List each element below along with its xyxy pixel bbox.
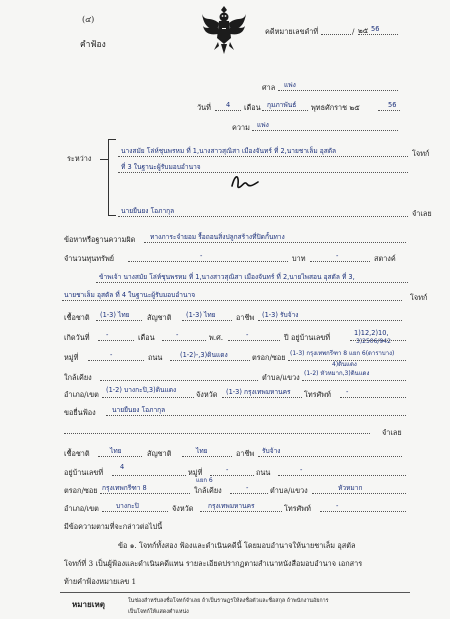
case-number-label: คดีหมายเลขดำที่	[265, 27, 319, 36]
defendant-near-label: ใกล้เคียง	[194, 486, 222, 495]
defendant-province-line	[200, 511, 282, 512]
born-year-line	[228, 340, 280, 341]
bracket-top	[108, 139, 116, 140]
defendant-house-number[interactable]: 4	[120, 463, 125, 471]
district-line	[102, 397, 194, 398]
defendant-race-label: เชื้อชาติ	[64, 449, 90, 458]
born-month[interactable]: -	[176, 331, 179, 339]
court-line	[278, 90, 398, 91]
subdistrict-line	[302, 380, 406, 381]
form-number: (๔)	[82, 15, 95, 24]
defendant-province[interactable]: กรุงเทพมหานคร	[208, 502, 255, 510]
case-number-line	[321, 34, 351, 35]
defendant-soi-line	[100, 493, 190, 494]
amount-line	[128, 261, 288, 262]
born-year[interactable]: -	[246, 331, 249, 339]
sue-line	[106, 415, 406, 416]
defendant-subdistrict-line	[312, 493, 406, 494]
defendant-nationality[interactable]: ไทย	[196, 447, 208, 455]
defendant-near[interactable]: -	[246, 484, 249, 492]
note-line-1: ในช่องสำหรับลงชื่อโจทก์จำเลย ถ้าเป็นราษฎรให้ลงชื่อตัวและชื่อสกุล ถ้าพนักงานอัยการ	[128, 598, 329, 604]
subdistrict-value[interactable]: (1-2) หัวหมาก,3)ดินแดง	[304, 370, 370, 377]
clause-1-line-1: ข้อ ๑. โจทก์ทั้งสอง ฟ้องและดำเนินคดีนี้ โดยมอบอำนาจให้นายชาเล็ม อุสตัล	[118, 541, 356, 550]
plaintiff-intro-line-2	[62, 300, 402, 301]
defendant-soi-label: ตรอก/ซอย	[64, 486, 98, 495]
road-label: ถนน	[148, 353, 163, 362]
defendant-race[interactable]: ไทย	[110, 447, 122, 455]
moo-label: หมู่ที่	[64, 353, 79, 362]
bracket-vertical	[108, 139, 109, 215]
case-type-line	[252, 130, 398, 131]
footer-divider	[60, 592, 410, 593]
defendant-line	[118, 216, 408, 217]
plaintiff-capacity[interactable]: ที่ 3 ในฐานะผู้รับมอบอำนาจ	[121, 163, 201, 171]
court-label: ศาล	[262, 83, 276, 92]
district-label: อำเภอ/เขต	[64, 390, 99, 399]
plaintiff-race[interactable]: (1-3) ไทย	[100, 311, 130, 319]
born-day-line	[98, 340, 134, 341]
near-line	[100, 380, 258, 381]
plaintiff-detail-role: โจทก์	[410, 293, 428, 302]
clause-1-line-3: ท้ายคำฟ้องหมายเลข 1	[64, 577, 137, 586]
sue-line-2	[64, 433, 370, 434]
case-number-year[interactable]: 56	[371, 25, 380, 33]
defendant-role: จำเลย	[412, 209, 432, 218]
defendant-race-line	[98, 456, 142, 457]
case-number-year-prefix: ๒๕	[358, 26, 369, 35]
defendant-province-label: จังหวัด	[172, 504, 194, 513]
defendant-road-label: ถนน	[256, 468, 271, 477]
born-day[interactable]: -	[106, 331, 109, 339]
case-type-label: ความ	[232, 123, 250, 132]
charge-label: ข้อหาหรือฐานความผิด	[64, 235, 136, 244]
defendant-district-line	[102, 511, 168, 512]
plaintiff-intro-1[interactable]: ข้าพเจ้า นางสมัย โล่ห์ชุนพรหม ที่ 1,นางสาวสุณิสา เมืองจันทร์ ที่ 2,นายไพสอน อุสตัล ที่ 3,	[99, 273, 355, 281]
province-value[interactable]: (1-3) กรุงเทพมหานคร	[226, 388, 291, 396]
plaintiff-race-line	[96, 320, 142, 321]
born-label: เกิดวันที่	[64, 333, 90, 342]
charge-line	[144, 242, 406, 243]
defendant-near-line	[230, 493, 268, 494]
house-label: ปี อยู่บ้านเลขที่	[284, 333, 331, 342]
defendant-occupation-label: อาชีพ	[236, 449, 255, 458]
between-label: ระหว่าง	[67, 154, 92, 163]
date-label: วันที่	[197, 103, 211, 112]
defendant-phone[interactable]: -	[336, 502, 339, 510]
phone-label: โทรศัพท์	[304, 390, 331, 399]
court-value[interactable]: แพ่ง	[284, 81, 296, 89]
clause-1-line-2: โจทก์ที่ 3 เป็นผู้ฟ้องและดำเนินคดีแทน รายละเอียดปรากฏตามสำเนาหนังสือมอบอำนาจ เอกสาร	[64, 559, 363, 568]
plaintiff-nationality-line	[182, 320, 232, 321]
date-day-line	[215, 110, 241, 111]
date-day[interactable]: 4	[226, 101, 231, 109]
satang-line	[310, 261, 370, 262]
date-year-line	[378, 110, 400, 111]
plaintiff-line-2	[118, 172, 408, 173]
defendant-road-line	[278, 475, 406, 476]
sue-label: ขอยื่นฟ้อง	[64, 408, 96, 417]
defendant-phone-label: โทรศัพท์	[284, 504, 311, 513]
sue-value[interactable]: นายยืนยง โอภากุล	[112, 406, 166, 414]
province-label: จังหวัด	[196, 390, 218, 399]
statement-intro: มีข้อความตามที่จะกล่าวต่อไปนี้	[64, 522, 163, 531]
defendant-nationality-label: สัญชาติ	[147, 449, 172, 458]
amount-value[interactable]: -	[200, 252, 203, 260]
defendant-detail-role: จำเลย	[382, 428, 402, 437]
charge-value[interactable]: ทางภาระจำยอม รื้อถอนสิ่งปลูกสร้างที่ปิดกั้นทาง	[150, 233, 285, 241]
defendant-moo-label: หมู่ที่	[188, 468, 203, 477]
defendant-road[interactable]: -	[300, 466, 303, 474]
plaintiff-occupation[interactable]: (1-3) รับจ้าง	[262, 311, 299, 319]
defendant-house-line	[112, 475, 186, 476]
case-number-year-line	[358, 34, 398, 35]
date-month[interactable]: กุมภาพันธ์	[267, 101, 297, 109]
plaintiff-intro-line-1	[96, 282, 408, 283]
satang-label: สตางค์	[374, 254, 396, 263]
date-year[interactable]: 56	[388, 101, 397, 109]
baht-label: บาท	[292, 254, 306, 263]
plaintiff-names[interactable]: นางสมัย โล่ห์ชุนพรหม ที่ 1,นางสาวสุณิสา เมืองจันทร์ ที่ 2,นายชาเล็ม อุสตัล	[121, 147, 337, 155]
signature-icon	[228, 170, 262, 192]
road-line	[170, 360, 250, 361]
house-number[interactable]: 1)12,2)10,	[354, 329, 389, 337]
province-line	[222, 397, 302, 398]
phone-value[interactable]: -	[346, 388, 349, 396]
house-number-2[interactable]: 3)2506/942	[356, 338, 391, 345]
date-month-line	[262, 110, 308, 111]
born-month-line	[162, 340, 206, 341]
defendant-district[interactable]: บางกะปิ	[116, 502, 139, 510]
defendant-moo-line	[210, 475, 254, 476]
subdistrict-value-2[interactable]: 4)ดินแดง	[332, 361, 357, 368]
defendant-house-label: อยู่บ้านเลขที่	[64, 468, 104, 477]
defendant-nationality-line	[182, 456, 232, 457]
note-label: หมายเหตุ	[72, 599, 105, 609]
subdistrict-label: ตำบล/แขวง	[262, 373, 300, 382]
moo-line	[88, 360, 144, 361]
bracket-bottom	[108, 215, 116, 216]
defendant-phone-line	[320, 511, 406, 512]
bracket-middle	[100, 159, 108, 160]
road-value[interactable]: (1-2)-,3)ดินแดง	[180, 351, 228, 359]
form-title: คำฟ้อง	[80, 40, 106, 50]
buddhist-era-label: พุทธศักราช ๒๕	[311, 103, 360, 112]
defendant-moo[interactable]: -	[226, 466, 229, 474]
house-number-line	[350, 340, 406, 341]
defendant-soi[interactable]: กรุงเทพกรีฑา 8	[102, 484, 147, 492]
moo-value[interactable]: -	[110, 351, 113, 359]
born-month-label: เดือน	[138, 333, 155, 342]
garuda-emblem-icon	[200, 4, 248, 58]
case-number-slash: /	[352, 27, 355, 36]
born-year-label: พ.ศ.	[209, 333, 224, 342]
defendant-occupation[interactable]: รับจ้าง	[262, 447, 281, 455]
defendant-subdistrict-label: ตำบล/แขวง	[270, 486, 308, 495]
case-type-value[interactable]: แพ่ง	[257, 121, 269, 129]
satang-value[interactable]: -	[336, 252, 339, 260]
plaintiff-nationality-label: สัญชาติ	[147, 313, 172, 322]
defendant-subdistrict[interactable]: หัวหมาก	[338, 484, 363, 492]
soi-value[interactable]: (1-3) กรุงเทพกรีฑา 8 แยก 6(ดาราบาง)	[290, 350, 395, 357]
plaintiff-occupation-line	[258, 320, 402, 321]
phone-line	[340, 397, 406, 398]
plaintiff-race-label: เชื้อชาติ	[64, 313, 90, 322]
note-line-2: เป็นโจทก์ให้แสดงตำแหน่ง	[128, 609, 189, 615]
plaintiff-occupation-label: อาชีพ	[236, 313, 255, 322]
near-label: ใกล้เคียง	[64, 373, 92, 382]
amount-label: จำนวนทุนทรัพย์	[64, 254, 115, 263]
plaintiff-role: โจทก์	[412, 149, 430, 158]
plaintiff-line-1	[118, 156, 408, 157]
soi-label: ตรอก/ซอย	[252, 353, 286, 362]
plaintiff-intro-2[interactable]: นายชาเล็ม อุสตัล ที่ 4 ในฐานะผู้รับมอบอำนาจ	[64, 291, 196, 299]
defendant-district-label: อำเภอ/เขต	[64, 504, 99, 513]
defendant-name[interactable]: นายยืนยง โอภากุล	[121, 207, 175, 215]
plaintiff-nationality[interactable]: (1-3) ไทย	[186, 311, 216, 319]
defendant-occupation-line	[258, 456, 402, 457]
month-label: เดือน	[244, 103, 261, 112]
district-value[interactable]: (1-2) บางกะปิ,3)ดินแดง	[106, 386, 177, 394]
defendant-soi-2[interactable]: แยก 6	[196, 477, 213, 484]
